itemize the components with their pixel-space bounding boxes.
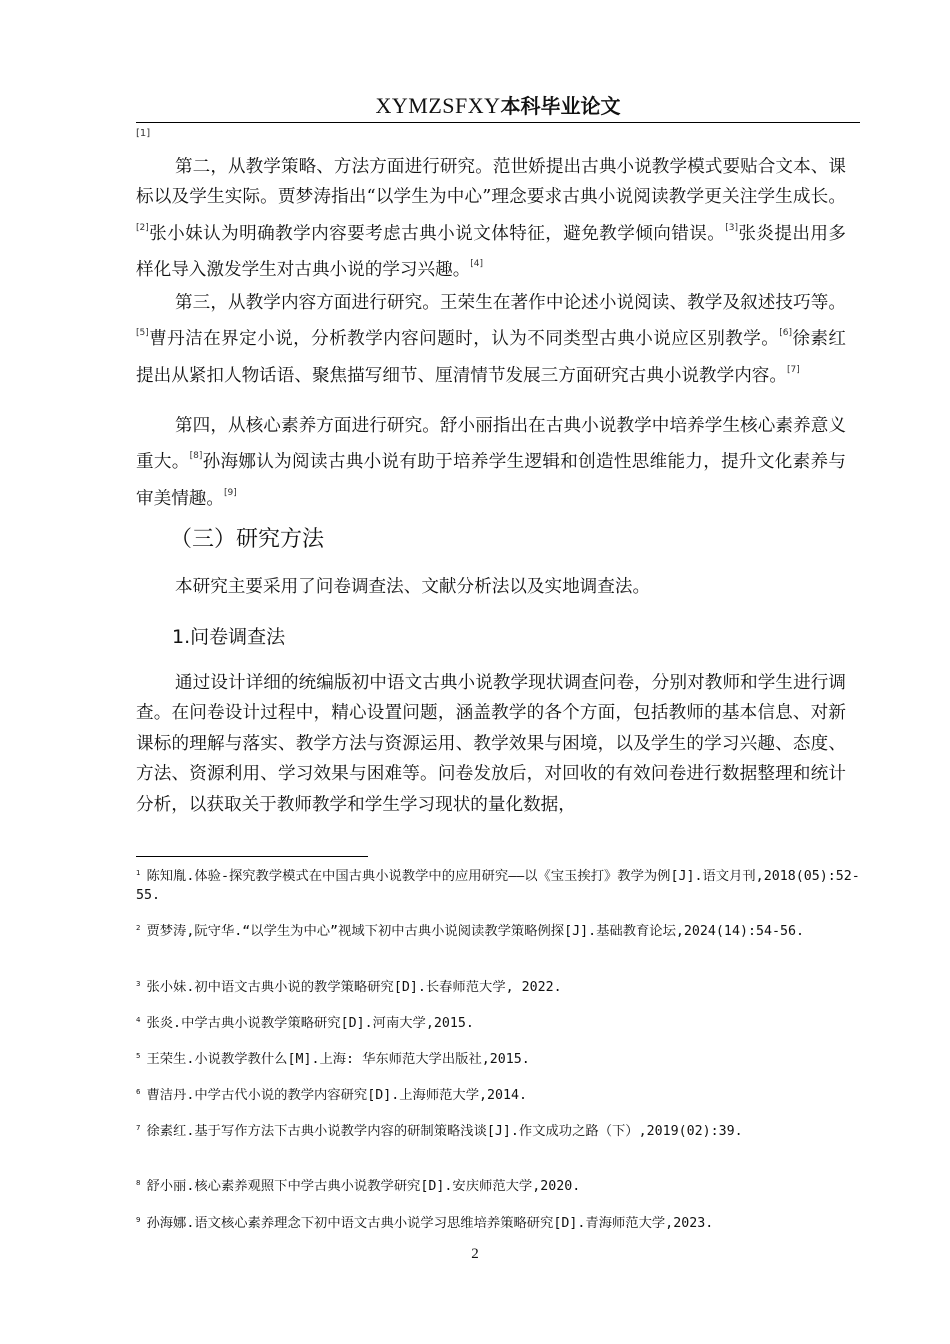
citation-mark: [7] bbox=[786, 364, 800, 375]
citation-mark: [9] bbox=[223, 487, 237, 498]
footnote-text: 孙海娜.语文核心素养理念下初中语文古典小说学习思维培养策略研究[D].青海师范大学,2023. bbox=[146, 1216, 714, 1231]
paragraph-text: 曹丹洁在界定小说，分析教学内容问题时，认为不同类型古典小说应区别教学。 bbox=[148, 329, 780, 350]
paragraph-teaching-content bbox=[136, 288, 846, 391]
citation-mark: [8] bbox=[189, 451, 203, 462]
footnote-number: 1 bbox=[136, 869, 141, 877]
footnote-number: 4 bbox=[136, 1016, 141, 1024]
footnote bbox=[136, 1119, 860, 1141]
paragraph-text: 张小妹认为明确教学内容要考虑古典小说文体特征，避免教学倾向错误。 bbox=[148, 223, 726, 244]
footnote bbox=[136, 1011, 860, 1033]
carried-citation-mark: [1] bbox=[136, 128, 151, 139]
paragraph-survey-method: 通过设计详细的统编版初中语文古典小说教学现状调查问卷，分别对教师和学生进行调查。在问卷设计过程中，精心设置问题，涵盖教学的各个方面，包括教师的基本信息、对新课标的理解与落实、教学方法与资源运用、教学效果与困境，以及学生的学习兴趣、态度、方法、资源利用、学习效果与困难等。问卷发放后，对回收的有效问卷进行数据整理和统计分析，以获取关于教师教学和学生学习现状的量化数据， bbox=[136, 673, 846, 815]
footnote-text: 王荣生.小说教学教什么[M].上海: 华东师范大学出版社,2015. bbox=[146, 1052, 530, 1067]
header-title: 本科毕业论文 bbox=[500, 94, 621, 118]
methods-intro: 本研究主要采用了问卷调查法、文献分析法以及实地调查法。 bbox=[175, 577, 651, 597]
footnote-text: 徐素红.基于写作方法下古典小说教学内容的研制策略浅谈[J].作文成功之路（下）,2019(02):39. bbox=[146, 1124, 743, 1139]
footnote-text: 曹洁丹.中学古代小说的教学内容研究[D].上海师范大学,2014. bbox=[146, 1088, 528, 1103]
header-code: XYMZSFXY bbox=[375, 93, 501, 118]
page-number: 2 bbox=[471, 1246, 479, 1262]
footnote-number: 8 bbox=[136, 1179, 141, 1187]
footnote bbox=[136, 1047, 860, 1069]
citation-mark: [2] bbox=[136, 222, 149, 233]
footnote-number: 9 bbox=[136, 1216, 141, 1224]
citation-mark: [3] bbox=[725, 222, 738, 233]
citation-mark: [4] bbox=[470, 259, 484, 270]
footnote-number: 5 bbox=[136, 1052, 141, 1060]
footnote bbox=[136, 1174, 860, 1196]
paragraph-teaching-strategy bbox=[136, 152, 846, 286]
footnote-text: 舒小丽.核心素养观照下中学古典小说教学研究[D].安庆师范大学,2020. bbox=[146, 1179, 581, 1194]
page-header bbox=[136, 86, 860, 123]
footnote-number: 2 bbox=[136, 924, 141, 932]
footnote-text: 陈知胤.体验-探究教学模式在中国古典小说教学中的应用研究——以《宝玉挨打》教学为例[J].语文月刊,2018(05):52-55. bbox=[136, 869, 860, 903]
paragraph-text: 第四，从核心素养方面进行研究。舒小丽指出在古典小说教学中培养学生核心素养意义重大。 bbox=[136, 416, 846, 473]
citation-mark: [5] bbox=[136, 328, 149, 339]
footnote bbox=[136, 1211, 860, 1233]
section-heading: （三）研究方法 bbox=[170, 527, 325, 552]
paragraph-text: 孙海娜认为阅读古典小说有助于培养学生逻辑和创造性思维能力，提升文化素养与审美情趣。 bbox=[136, 452, 846, 509]
footnote-text: 贾梦涛,阮守华.“以学生为中心”视域下初中古典小说阅读教学策略例探[J].基础教育论坛,2024(14):54-56. bbox=[146, 924, 804, 939]
paragraph-text: 第二，从教学策略、方法方面进行研究。范世娇提出古典小说教学模式要贴合文本、课标以及学生实际。贾梦涛指出“以学生为中心”理念要求古典小说阅读教学更关注学生成长。 bbox=[136, 157, 846, 208]
paragraph-core-literacy bbox=[136, 411, 846, 514]
footnote bbox=[136, 975, 860, 997]
footnote-number: 3 bbox=[136, 980, 141, 988]
paragraph-text: 徐素红提出从紧扣人物话语、聚焦描写细节、厘清情节发展三方面研究古典小说教学内容。 bbox=[136, 329, 846, 386]
footnote-separator bbox=[136, 856, 368, 857]
footnote bbox=[136, 919, 860, 941]
footnote bbox=[136, 864, 860, 905]
subsection-heading: 1.问卷调查法 bbox=[172, 626, 286, 648]
paragraph-text: 第三，从教学内容方面进行研究。王荣生在著作中论述小说阅读、教学及叙述技巧等。 bbox=[175, 293, 846, 313]
footnote bbox=[136, 1083, 860, 1105]
footnote-text: 张炎.中学古典小说教学策略研究[D].河南大学,2015. bbox=[146, 1016, 474, 1031]
footnote-number: 6 bbox=[136, 1088, 141, 1096]
footnote-text: 张小妹.初中语文古典小说的教学策略研究[D].长春师范大学, 2022. bbox=[146, 980, 562, 995]
citation-mark: [6] bbox=[779, 328, 792, 339]
footnote-number: 7 bbox=[136, 1124, 141, 1132]
paragraph-text: 张炎提出用多样化导入激发学生对古典小说的学习兴趣。 bbox=[136, 223, 846, 281]
